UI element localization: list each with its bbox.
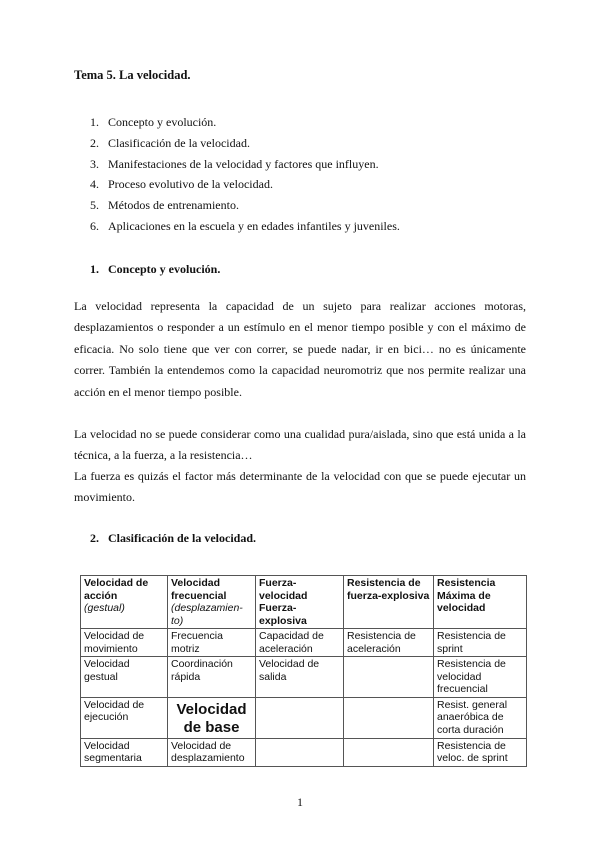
table-cell: Coordinación rápida — [168, 657, 256, 698]
table-cell: Resistencia de velocidad frecuencial — [434, 657, 527, 698]
table-row — [81, 629, 527, 657]
table-header-cell: Resistencia Máxima de velocidad — [434, 576, 527, 629]
table-header-cell: Velocidad de acción (gestual) — [81, 576, 168, 629]
section-heading-2: 2. Clasificación de la velocidad. — [90, 531, 256, 545]
section-heading-1: 1. Concepto y evolución. — [90, 262, 221, 276]
paragraph-strength-factor: La fuerza es quizás el factor más determinante de la velocidad con que se puede ejecutar un movimiento. — [74, 469, 526, 505]
document-title: Tema 5. La velocidad. — [74, 68, 191, 82]
toc-item: 5. Métodos de entrenamiento. — [90, 198, 239, 213]
table-header-row — [81, 576, 527, 629]
toc-item: 2. Clasificación de la velocidad. — [90, 135, 250, 150]
table-row — [81, 657, 527, 698]
table-cell: Velocidad de movimiento — [81, 629, 168, 657]
table-cell: Resistencia de aceleración — [344, 629, 434, 657]
table-cell: Velocidad de ejecución — [81, 697, 168, 738]
table-header-cell: Resistencia de fuerza-explosiva — [344, 576, 434, 629]
table-cell: Velocidad de desplazamiento — [168, 738, 256, 766]
table-header-cell: Fuerza-velocidad Fuerza-explosiva — [256, 576, 344, 629]
table-cell — [344, 697, 434, 738]
table-header-cell: Velocidad frecuencial (desplazamien-to) — [168, 576, 256, 629]
toc-item: 6. Aplicaciones en la escuela y en edades infantiles y juveniles. — [90, 218, 400, 233]
table-cell: Resist. general anaeróbica de corta duración — [434, 697, 527, 738]
toc-item: 3. Manifestaciones de la velocidad y factores que influyen. — [90, 156, 379, 171]
table-cell — [256, 738, 344, 766]
toc-item: 4. Proceso evolutivo de la velocidad. — [90, 177, 273, 192]
table-cell — [256, 697, 344, 738]
paragraph-definition: La velocidad representa la capacidad de un sujeto para realizar acciones motoras, desplazamientos o responder a un estímulo en el menor tiempo posible y con el máximo de eficacia. No solo tiene que ver con correr, se puede nadar, ir en bici… no es únicamente correr. También la entendemos como la capacidad neuromotriz que nos permite realizar una acción en el menor tiempo posible. — [74, 299, 526, 399]
table-cell: Resistencia de veloc. de sprint — [434, 738, 527, 766]
table-cell — [344, 657, 434, 698]
table-cell: Resistencia de sprint — [434, 629, 527, 657]
table-cell: Velocidad segmentaria — [81, 738, 168, 766]
velocity-classification-table — [80, 575, 527, 767]
table-cell: Frecuencia motriz — [168, 629, 256, 657]
table-cell: Capacidad de aceleración — [256, 629, 344, 657]
table-cell — [344, 738, 434, 766]
table-row — [81, 738, 527, 766]
toc-item: 1. Concepto y evolución. — [90, 115, 217, 129]
table-cell: Velocidad gestual — [81, 657, 168, 698]
page-number: 1 — [297, 795, 303, 809]
table-cell — [168, 697, 256, 738]
table-row — [81, 697, 527, 738]
paragraph-not-isolated: La velocidad no se puede considerar como una cualidad pura/aislada, sino que está unida a la técnica, a la fuerza, a la resistencia… — [74, 427, 526, 463]
table-of-contents — [90, 112, 400, 237]
table-cell: Velocidad de salida — [256, 657, 344, 698]
velocidad-de-base-label: Velocidad de base — [176, 700, 247, 736]
